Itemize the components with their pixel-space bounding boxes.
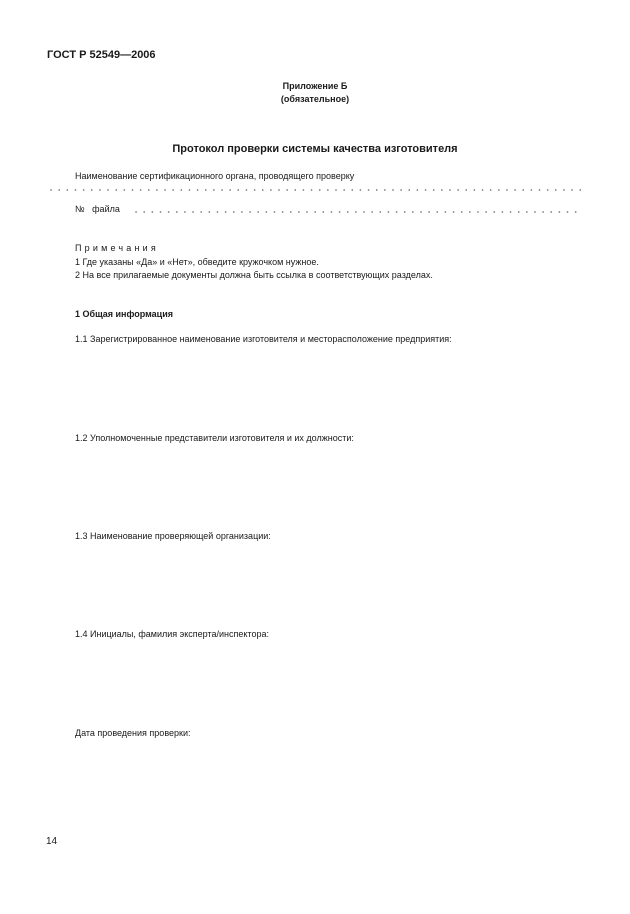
item-1-2-label: 1.2 Уполномоченные представители изготовителя и их должности: (75, 433, 354, 443)
note-item: 2 На все прилагаемые документы должна быть ссылка в соответствующих разделах. (75, 270, 433, 280)
inspection-date-label: Дата проведения проверки: (75, 728, 191, 738)
file-number-label: № файла (75, 204, 120, 214)
item-1-3-label: 1.3 Наименование проверяющей организации: (75, 531, 271, 541)
note-item: 1 Где указаны «Да» и «Нет», обведите кружочком нужное. (75, 257, 319, 267)
protocol-title: Протокол проверки системы качества изготовителя (172, 143, 458, 155)
cert-body-fill-line (47, 189, 582, 191)
section-1-title: 1 Общая информация (75, 309, 173, 319)
item-1-4-label: 1.4 Инициалы, фамилия эксперта/инспектора: (75, 629, 269, 639)
page-number: 14 (46, 836, 58, 847)
cert-body-label: Наименование сертификационного органа, проводящего проверку (75, 171, 355, 181)
appendix-status: (обязательное) (280, 94, 350, 104)
notes-heading: Примечания (75, 243, 159, 253)
appendix-title: Приложение Б (282, 81, 348, 91)
file-number-fill-line (132, 211, 580, 213)
document-code: ГОСТ Р 52549—2006 (47, 49, 156, 61)
item-1-1-label: 1.1 Зарегистрированное наименование изготовителя и месторасположение предприятия: (75, 334, 452, 344)
